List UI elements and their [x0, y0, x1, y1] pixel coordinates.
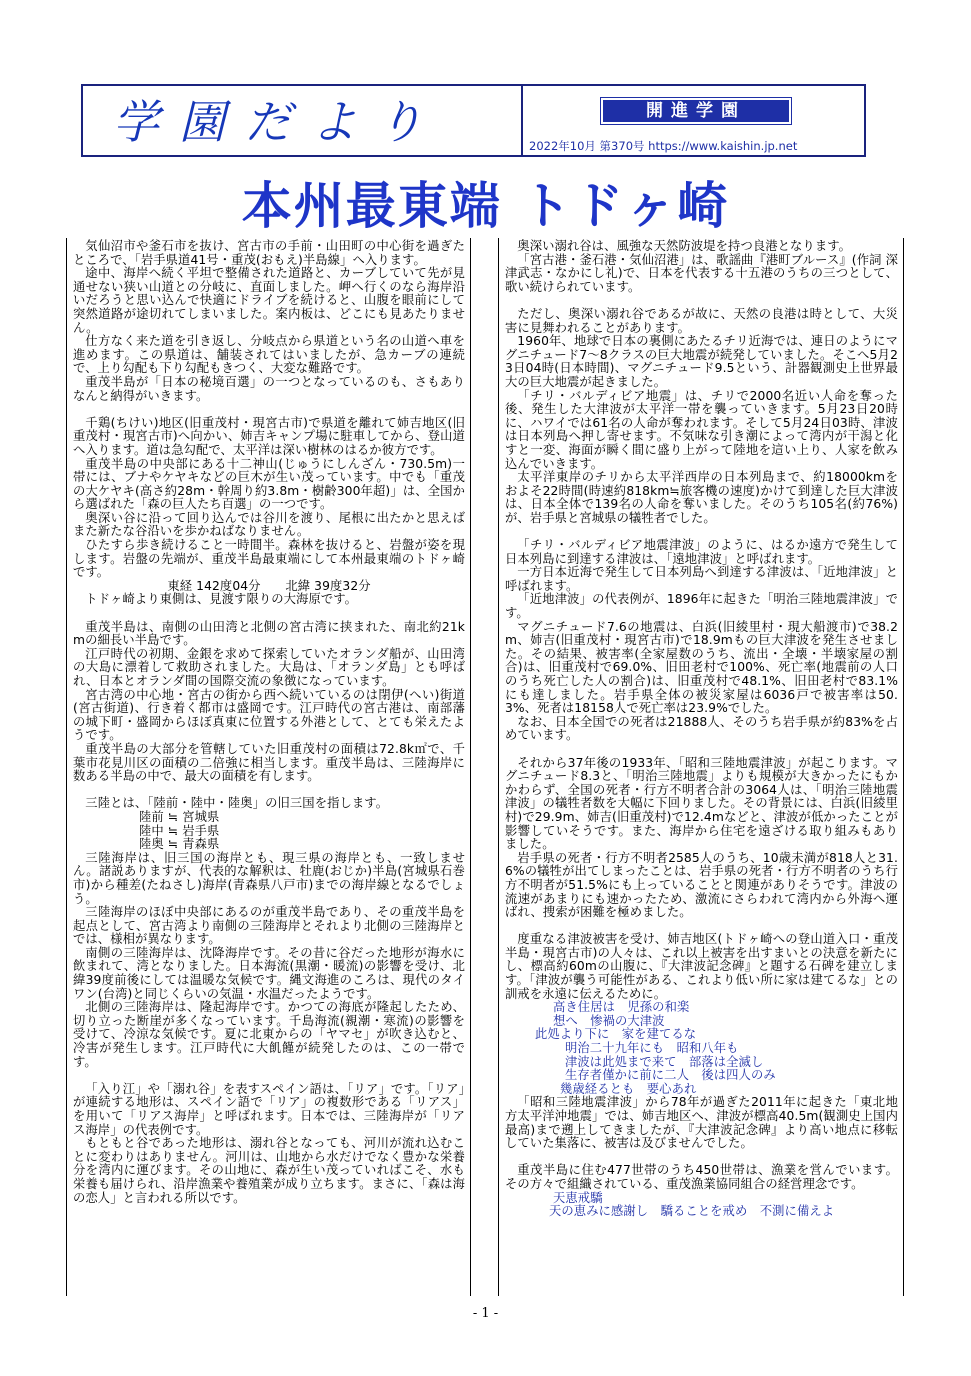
paragraph: 仕方なく来た道を引き返し、分岐点から県道という名の山道へ車を進めます。この県道は、舗装されてはいましたが、急カーブの連続で、上り勾配も下り勾配もきつく、大変な難路です。 — [73, 334, 465, 376]
paragraph: 重茂半島は、南側の山田湾と北側の宮古湾に挟まれた、南北約21kmの細長い半島です。 — [73, 619, 465, 648]
paragraph: 陸中 ≒ 岩手県 — [139, 823, 220, 838]
paragraph: 千鶏(ちけい)地区(旧重茂村・現宮古市)で県道を離れて姉吉地区(旧重茂村・現宮古市)へ向かい、姉吉キャンプ場に駐車してから、登山道へ入ります。道は急勾配で、太平洋は深い樹林のはるか彼方です。 — [73, 415, 465, 457]
paragraph: トドヶ崎より東側は、見渡す限りの大海原です。 — [85, 592, 358, 607]
paragraph: もともと谷であった地形は、溺れ谷となっても、河川が流れ込むことに変わりはありません。河川は、山地から水だけでなく豊かな栄養分を湾内に運びます。その山地に、森が生い茂っていればこそ、水も栄養も届けられ、沿岸漁業や養殖業が成り立ちます。まさに、「森は海の恋人」と言われる所以です。 — [73, 1136, 465, 1205]
school-name: 開進学園 — [601, 98, 791, 124]
paragraph: 度重なる津波被害を受け、姉吉地区(トドヶ崎への登山道入口・重茂半島・現宮古市)の人々は、これ以上被害を出すまいとの決意を新たにし、標高約60mの山腹に、『大津波記念碑』と題する石碑を建立します。「津波が襲う可能性がある、これより低い所に家は建てるな」との訓戒を永遠に伝えるために。 — [505, 932, 898, 1001]
paragraph: 1960年、地球で日本の裏側にあたるチリ近海では、連日のようにマグニチュード7～8クラスの巨大地震が続発していました。そこへ5月23日04時(日本時間)、マグニチュード9.5という、計器観測史上世界最大の巨大地震が起きました。 — [505, 334, 898, 389]
paragraph: 三陸とは、「陸前・陸中・陸奥」の旧三国を指します。 — [85, 796, 389, 811]
paragraph-spacer — [73, 1069, 465, 1083]
inscription-line: 幾歳経るとも 要心あれ — [560, 1081, 697, 1096]
paragraph: 奥深い溺れ谷は、風強な天然防波堤を持つ良港となります。 — [517, 239, 852, 253]
paragraph: なお、日本全国での死者は21888人、そのうち岩手県が約83%を占めています。 — [505, 714, 898, 743]
paragraph: ただし、奥深い溺れ谷であるが故に、天然の良港は時として、大災害に見舞われることがあります。 — [505, 306, 898, 335]
paragraph-spacer — [505, 743, 898, 757]
paragraph: 陸前 ≒ 宮城県 — [139, 809, 220, 824]
inscription-line: 高き住居は 児孫の和楽 — [553, 1000, 690, 1015]
paragraph: 気仙沼市や釜石市を抜け、宮古市の手前・山田町の中心街を過ぎたところで、「岩手県道41号・重茂(おもえ)半島線」へ入ります。 — [73, 239, 465, 267]
paragraph: 三陸海岸は、旧三国の海岸とも、現三県の海岸とも、一致しません。諸説ありますが、代表的な解釈は、牡鹿(おじか)半島(宮城県石巻市)から種差(たねさし)海岸(青森県八戸市)までの海岸線となるでしょう。 — [73, 850, 465, 906]
paragraph: 太平洋東岸のチリから太平洋西岸の日本列島まで、約18000kmをおよそ22時間(時速約818km≒旅客機の速度)かけて到達した巨大津波は、日本全体で139名の人命を奪いました。そのうち105名(約76%)が、岩手県と宮城県の犠牲者でした。 — [505, 470, 898, 525]
masthead-divider — [521, 86, 523, 155]
paragraph: 重茂半島の中央部にある十二神山(じゅうにしんざん・730.5m)一帯には、ブナやケヤキなどの巨木が生い茂っています。中でも「重茂の大ケヤキ(高さ約28m・幹周り約3.8m・樹齢300年超)」は、全国から選ばれた「森の巨人たち百選」の一つです。 — [73, 456, 465, 512]
inscription-line: 天の恵みに感謝し 驕ることを戒め 不測に備えよ — [549, 1204, 835, 1219]
paragraph: 江戸時代の初期、金銀を求めて探索していたオランダ船が、山田湾の大島に漂着して救助されました。大島は、「オランダ島」とも呼ばれ、日本とオランダ間の国際交流の象徴になっています。 — [73, 646, 465, 688]
paragraph: マグニチュード7.6の地震は、白浜(旧綾里村・現大船渡市)で38.2m、姉吉(旧重茂村・現宮古市)で18.9mもの巨大津波を発生させました。その結果、被害率(全家屋数のうち、流出・全壊・半壊家屋の割合)は、旧重茂村で69.0%、旧田老村で100%、死亡率(地震前の人口のうち死亡した人の割合)は、旧重茂村で48.1%、旧田老村で83.1%にも達しました。岩手県全体の被災家屋は6036戸で被害率は50.3%、死者は18158人で死亡率は23.9%でした。 — [505, 619, 898, 716]
paragraph: 「チリ・バルディビア地震」は、チリで2000名近い人命を奪った後、発生した大津波が太平洋一帯を襲っていきます。5月23日20時に、ハワイでは61名の人命が奪われます。そして5月24日03時、津波は日本列島へ押し寄せます。不気味な引き潮によって湾内が干潟と化すと一変、海面が瞬く間に盛り上がって陸地を這い上り、人家を飲み込んでいきます。 — [505, 388, 898, 471]
inscription-line: 此処より下に 家を建てるな — [535, 1027, 697, 1042]
paragraph: 宮古湾の中心地・宮古の街から西へ続いているのは閉伊(へい)街道(宮古街道)、行き着く都市は盛岡です。江戸時代の宮古港は、南部藩の城下町・盛岡からほぼ真東に位置する外港として、とても栄えたようです。 — [73, 687, 465, 743]
paragraph: 途中、海岸へ続く平坦で整備された道路と、カーブしていて先が見通せない狭い山道との分岐に、直面しました。岬へ行くのなら海岸沿いだろうと思い込んで快適にドライブを続けると、山腹を眼前にして突然道路が途切れてしまいました。案内板は、どこにも見あたりません。 — [73, 266, 465, 335]
newsletter-title: 学園だより — [113, 95, 443, 149]
paragraph: 「入り江」や「溺れ谷」を表すスペイン語は、「リア」です。「リア」が連続する地形は、スペイン語で「リア」の複数形である「リアス」を用いて「リアス海岸」と呼ばれます。日本では、三陸海岸が「リアス海岸」の代表例です。 — [73, 1081, 465, 1137]
paragraph: それから37年後の1933年、「昭和三陸地震津波」が起こります。マグニチュード8.3と、「明治三陸地震」よりも規模が大きかったにもかかわらず、全国の死者・行方不明者合計の3064人は、「明治三陸地震津波」の犠牲者数を大幅に下回りました。その背景には、白浜(旧綾里村)で29.9m、姉吉(旧重茂村)で12.4mなどと、津波が低かったことが影響していそうです。また、海岸から住宅を遠ざける取り組みもありました。 — [505, 755, 898, 852]
paragraph: ひたすら歩き続けること一時間半。森林を抜けると、岩盤が姿を現します。岩盤の先端が、重茂半島最東端にして本州最東端のトドヶ崎です。 — [73, 538, 465, 580]
paragraph: 三陸海岸のほぼ中央部にあるのが重茂半島であり、その重茂半島を起点として、宮古湾より南側の三陸海岸とそれより北側の三陸海岸とでは、様相が異なります。 — [73, 905, 465, 947]
masthead — [81, 84, 866, 157]
paragraph: 奥深い谷に沿って回り込んでは谷川を渡り、尾根に出たかと思えばまた新たな谷沿いを歩かねばなりません。 — [73, 510, 465, 539]
inscription-line: 天恵戒驕 — [553, 1190, 603, 1205]
paragraph: 東経 142度04分 北緯 39度32分 — [167, 578, 371, 593]
left-column — [66, 238, 471, 1296]
issue-info: 2022年10月 第370号 https://www.kaishin.jp.net — [529, 139, 798, 153]
paragraph: 「宮古港・釜石港・気仙沼港」は、歌謡曲『港町ブルース』(作詞 深津武志・なかにし礼)で、日本を代表する十五港のうちの三つとして、歌い続けられています。 — [505, 252, 898, 294]
right-column — [498, 238, 904, 1296]
paragraph-spacer — [505, 294, 898, 308]
paragraph-spacer — [73, 607, 465, 621]
paragraph: 重茂半島が「日本の秘境百選」の一つとなっているのも、さもありなんと納得がいきます。 — [73, 374, 465, 403]
paragraph: 重茂半島に住む477世帯のうち450世帯は、漁業を営んでいます。その方々で組織されている、重茂漁業協同組合の経営理念です。 — [505, 1163, 898, 1191]
paragraph-spacer — [73, 403, 465, 417]
paragraph: 「昭和三陸地震津波」から78年が過ぎた2011年に起きた「東北地方太平洋沖地震」では、姉吉地区へ、津波が標高40.5m(観測史上国内最高)まで遡上してきましたが、『大津波記念碑』より高い地点に移転していた集落に、被害は及びませんでした。 — [505, 1095, 898, 1151]
paragraph: 北側の三陸海岸は、隆起海岸です。かつての海底が隆起したため、切り立った断崖が多くなっています。千島海流(親潮・寒流)の影響を受けて、冷涼な気候です。夏に北東からの「ヤマセ」が吹き込むと、冷害が発生します。江戸時代に大飢饉が続発したのは、この一帯です。 — [73, 1000, 465, 1069]
page-number: - 1 - — [472, 1306, 499, 1321]
inscription-line: 生存者僅かに前に二人 後は四人のみ — [565, 1068, 776, 1083]
paragraph: 「近地津波」の代表例が、1896年に起きた「明治三陸地震津波」です。 — [505, 592, 898, 621]
paragraph: 「チリ・バルディビア地震津波」のように、はるか遠方で発生して日本列島に到達する津波は、「遠地津波」と呼ばれます。 — [505, 538, 898, 566]
article-headline: 本州最東端 トドヶ崎 — [241, 177, 730, 235]
inscription-line: 明治二十九年にも 昭和八年も — [565, 1041, 739, 1056]
paragraph: 南側の三陸海岸は、沈降海岸です。その昔に谷だった地形が海水に飲まれて、湾となりました。日本海流(黒潮・暖流)の影響を受け、北緯39度前後にしては温暖な気候です。縄文海進のころは、現代のタイワン(台湾)と同じくらいの気温・水温だったようです。 — [73, 945, 465, 1001]
inscription-line: 想へ 惨禍の大津波 — [553, 1013, 665, 1028]
inscription-line: 津波は此処まで来て 部落は全滅し — [565, 1054, 764, 1069]
paragraph: 重茂半島の大部分を管轄していた旧重茂村の面積は72.8k㎡で、千葉市花見川区の面積の二倍強に相当します。重茂半島は、三陸海岸に数ある半島の中で、最大の面積を有します。 — [73, 741, 465, 784]
paragraph: 陸奥 ≒ 青森県 — [139, 837, 220, 852]
paragraph: 岩手県の死者・行方不明者2585人のうち、10歳未満が818人と31.6%の犠牲が出てしまったことは、岩手県の死者・行方不明者のうち行方不明者が51.5%にも上っていることと関連がありそうです。津波の流速があまりにも速かったため、激流にさらわれて湾内から外海へ運ばれ、捜索が困難を極めました。 — [505, 850, 898, 920]
paragraph: 一方日本近海で発生して日本列島へ到達する津波は、「近地津波」と呼ばれます。 — [505, 565, 898, 593]
